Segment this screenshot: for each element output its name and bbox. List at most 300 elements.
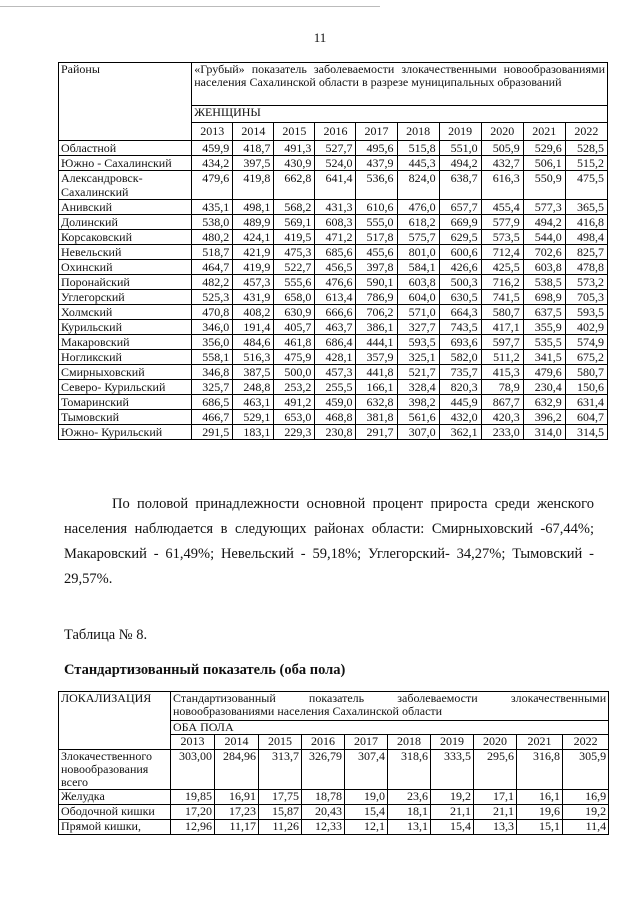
table-row xyxy=(59,335,608,350)
cell-value: 538,0 xyxy=(192,215,233,230)
cell-value: 820,3 xyxy=(439,380,481,395)
cell-value: 417,1 xyxy=(481,320,523,335)
cell-value: 491,2 xyxy=(274,395,315,410)
row-label: Областной xyxy=(59,141,192,156)
cell-value: 664,3 xyxy=(439,305,481,320)
cell-value: 630,5 xyxy=(439,290,481,305)
cell-value: 476,6 xyxy=(315,275,356,290)
cell-value: 21,1 xyxy=(474,805,517,820)
cell-value: 318,6 xyxy=(388,750,431,790)
cell-value: 662,8 xyxy=(274,171,315,200)
row-label: Прямой кишки, xyxy=(59,820,171,835)
cell-value: 248,8 xyxy=(233,380,274,395)
cell-value: 480,2 xyxy=(192,230,233,245)
cell-value: 616,3 xyxy=(481,171,523,200)
row-label: Корсаковский xyxy=(59,230,192,245)
cell-value: 431,9 xyxy=(233,290,274,305)
top-rule xyxy=(0,6,380,7)
cell-value: 489,9 xyxy=(233,215,274,230)
cell-value: 444,1 xyxy=(356,335,397,350)
cell-value: 580,7 xyxy=(481,305,523,320)
cell-value: 12,1 xyxy=(345,820,388,835)
cell-value: 341,5 xyxy=(523,350,565,365)
cell-value: 600,6 xyxy=(439,245,481,260)
cell-value: 305,9 xyxy=(563,750,609,790)
cell-value: 706,2 xyxy=(356,305,397,320)
cell-value: 16,1 xyxy=(517,790,563,805)
row-label: Томаринский xyxy=(59,395,192,410)
cell-value: 455,6 xyxy=(356,245,397,260)
cell-value: 608,3 xyxy=(315,215,356,230)
cell-value: 468,8 xyxy=(315,410,356,425)
cell-value: 11,26 xyxy=(259,820,302,835)
cell-value: 500,3 xyxy=(439,275,481,290)
row-label: Южно- Курильский xyxy=(59,425,192,440)
cell-value: 476,0 xyxy=(397,200,439,215)
cell-value: 484,6 xyxy=(233,335,274,350)
year-header: 2013 xyxy=(192,123,233,141)
cell-value: 431,3 xyxy=(315,200,356,215)
cell-value: 475,9 xyxy=(274,350,315,365)
cell-value: 421,9 xyxy=(233,245,274,260)
cell-value: 230,8 xyxy=(315,425,356,440)
cell-value: 675,2 xyxy=(565,350,607,365)
year-header: 2014 xyxy=(215,735,259,750)
row-label: Ногликский xyxy=(59,350,192,365)
table-row xyxy=(59,245,608,260)
cell-value: 150,6 xyxy=(565,380,607,395)
cell-value: 657,7 xyxy=(439,200,481,215)
cell-value: 18,1 xyxy=(388,805,431,820)
cell-value: 571,0 xyxy=(397,305,439,320)
cell-value: 314,5 xyxy=(565,425,607,440)
cell-value: 482,2 xyxy=(192,275,233,290)
cell-value: 13,1 xyxy=(388,820,431,835)
cell-value: 307,4 xyxy=(345,750,388,790)
both-sexes-group-label: ОБА ПОЛА xyxy=(171,721,609,735)
cell-value: 435,1 xyxy=(192,200,233,215)
cell-value: 500,0 xyxy=(274,365,315,380)
cell-value: 166,1 xyxy=(356,380,397,395)
cell-value: 397,5 xyxy=(233,156,274,171)
cell-value: 584,1 xyxy=(397,260,439,275)
cell-value: 457,3 xyxy=(233,275,274,290)
cell-value: 743,5 xyxy=(439,320,481,335)
cell-value: 333,5 xyxy=(431,750,474,790)
cell-value: 23,6 xyxy=(388,790,431,805)
cell-value: 569,1 xyxy=(274,215,315,230)
cell-value: 528,5 xyxy=(565,141,607,156)
cell-value: 11,17 xyxy=(215,820,259,835)
cell-value: 253,2 xyxy=(274,380,315,395)
year-header: 2017 xyxy=(356,123,397,141)
cell-value: 11,4 xyxy=(563,820,609,835)
year-header: 2015 xyxy=(274,123,315,141)
cell-value: 12,96 xyxy=(171,820,215,835)
cell-value: 432,0 xyxy=(439,410,481,425)
cell-value: 355,9 xyxy=(523,320,565,335)
cell-value: 515,2 xyxy=(565,156,607,171)
cell-value: 506,1 xyxy=(523,156,565,171)
cell-value: 362,1 xyxy=(439,425,481,440)
cell-value: 19,85 xyxy=(171,790,215,805)
cell-value: 669,9 xyxy=(439,215,481,230)
cell-value: 396,2 xyxy=(523,410,565,425)
cell-value: 191,4 xyxy=(233,320,274,335)
cell-value: 17,23 xyxy=(215,805,259,820)
cell-value: 550,9 xyxy=(523,171,565,200)
cell-value: 561,6 xyxy=(397,410,439,425)
row-label: Анивский xyxy=(59,200,192,215)
cell-value: 801,0 xyxy=(397,245,439,260)
cell-value: 346,0 xyxy=(192,320,233,335)
table-row xyxy=(59,141,608,156)
cell-value: 538,5 xyxy=(523,275,565,290)
cell-value: 445,9 xyxy=(439,395,481,410)
year-header: 2019 xyxy=(439,123,481,141)
year-header: 2018 xyxy=(388,735,431,750)
table-row xyxy=(59,350,608,365)
table-caption: Таблица № 8. xyxy=(64,627,148,643)
cell-value: 325,7 xyxy=(192,380,233,395)
cell-value: 494,2 xyxy=(439,156,481,171)
cell-value: 580,7 xyxy=(565,365,607,380)
cell-value: 573,5 xyxy=(481,230,523,245)
cell-value: 495,6 xyxy=(356,141,397,156)
cell-value: 629,5 xyxy=(439,230,481,245)
cell-value: 408,2 xyxy=(233,305,274,320)
table-row xyxy=(59,820,609,835)
cell-value: 398,2 xyxy=(397,395,439,410)
cell-value: 291,5 xyxy=(192,425,233,440)
cell-value: 230,4 xyxy=(523,380,565,395)
cell-value: 577,9 xyxy=(481,215,523,230)
cell-value: 418,7 xyxy=(233,141,274,156)
cell-value: 604,0 xyxy=(397,290,439,305)
cell-value: 491,3 xyxy=(274,141,315,156)
year-header: 2016 xyxy=(302,735,345,750)
incidence-women-table xyxy=(58,62,608,440)
cell-value: 475,3 xyxy=(274,245,315,260)
cell-value: 658,0 xyxy=(274,290,315,305)
table2-header-text: Стандартизованный показатель заболеваемости злокачественными новообразованиями населения Сахалинской области xyxy=(171,692,609,721)
cell-value: 78,9 xyxy=(481,380,523,395)
row-label: Смирныховский xyxy=(59,365,192,380)
cell-value: 536,6 xyxy=(356,171,397,200)
cell-value: 522,7 xyxy=(274,260,315,275)
cell-value: 303,00 xyxy=(171,750,215,790)
cell-value: 471,2 xyxy=(315,230,356,245)
cell-value: 17,20 xyxy=(171,805,215,820)
cell-value: 420,3 xyxy=(481,410,523,425)
cell-value: 405,7 xyxy=(274,320,315,335)
cell-value: 326,79 xyxy=(302,750,345,790)
cell-value: 456,5 xyxy=(315,260,356,275)
cell-value: 21,1 xyxy=(431,805,474,820)
cell-value: 16,9 xyxy=(563,790,609,805)
cell-value: 402,9 xyxy=(565,320,607,335)
cell-value: 233,0 xyxy=(481,425,523,440)
cell-value: 786,9 xyxy=(356,290,397,305)
cell-value: 441,8 xyxy=(356,365,397,380)
cell-value: 13,3 xyxy=(474,820,517,835)
cell-value: 313,7 xyxy=(259,750,302,790)
table-row xyxy=(59,171,608,200)
cell-value: 19,0 xyxy=(345,790,388,805)
cell-value: 551,0 xyxy=(439,141,481,156)
cell-value: 573,2 xyxy=(565,275,607,290)
cell-value: 19,2 xyxy=(431,790,474,805)
cell-value: 15,1 xyxy=(517,820,563,835)
cell-value: 529,6 xyxy=(523,141,565,156)
cell-value: 582,0 xyxy=(439,350,481,365)
cell-value: 457,3 xyxy=(315,365,356,380)
cell-value: 307,0 xyxy=(397,425,439,440)
cell-value: 416,8 xyxy=(565,215,607,230)
cell-value: 470,8 xyxy=(192,305,233,320)
cell-value: 653,0 xyxy=(274,410,315,425)
cell-value: 381,8 xyxy=(356,410,397,425)
table-row xyxy=(59,410,608,425)
cell-value: 356,0 xyxy=(192,335,233,350)
cell-value: 516,3 xyxy=(233,350,274,365)
cell-value: 702,6 xyxy=(523,245,565,260)
row-label: Ободочной кишки xyxy=(59,805,171,820)
row-label: Долинский xyxy=(59,215,192,230)
cell-value: 515,8 xyxy=(397,141,439,156)
cell-value: 525,3 xyxy=(192,290,233,305)
cell-value: 325,1 xyxy=(397,350,439,365)
row-label: Злокачественного новообразования всего xyxy=(59,750,171,790)
cell-value: 593,5 xyxy=(397,335,439,350)
cell-value: 867,7 xyxy=(481,395,523,410)
table-row xyxy=(59,260,608,275)
cell-value: 386,1 xyxy=(356,320,397,335)
cell-value: 631,4 xyxy=(565,395,607,410)
row-label: Желудка xyxy=(59,790,171,805)
table-row xyxy=(59,380,608,395)
row-label: Макаровский xyxy=(59,335,192,350)
row-label: Холмский xyxy=(59,305,192,320)
cell-value: 597,7 xyxy=(481,335,523,350)
cell-value: 455,4 xyxy=(481,200,523,215)
cell-value: 415,3 xyxy=(481,365,523,380)
cell-value: 574,9 xyxy=(565,335,607,350)
districts-column-header: Районы xyxy=(59,63,192,141)
table-row xyxy=(59,290,608,305)
cell-value: 577,3 xyxy=(523,200,565,215)
women-group-label: ЖЕНЩИНЫ xyxy=(192,106,608,123)
cell-value: 604,7 xyxy=(565,410,607,425)
cell-value: 475,5 xyxy=(565,171,607,200)
cell-value: 327,7 xyxy=(397,320,439,335)
row-label: Северо- Курильский xyxy=(59,380,192,395)
cell-value: 314,0 xyxy=(523,425,565,440)
cell-value: 183,1 xyxy=(233,425,274,440)
year-header: 2016 xyxy=(315,123,356,141)
cell-value: 712,4 xyxy=(481,245,523,260)
cell-value: 316,8 xyxy=(517,750,563,790)
cell-value: 463,7 xyxy=(315,320,356,335)
cell-value: 698,9 xyxy=(523,290,565,305)
year-header: 2022 xyxy=(563,735,609,750)
table-row xyxy=(59,805,609,820)
cell-value: 494,2 xyxy=(523,215,565,230)
table-row xyxy=(59,215,608,230)
cell-value: 632,9 xyxy=(523,395,565,410)
cell-value: 705,3 xyxy=(565,290,607,305)
year-header: 2017 xyxy=(345,735,388,750)
cell-value: 590,1 xyxy=(356,275,397,290)
cell-value: 463,1 xyxy=(233,395,274,410)
cell-value: 632,8 xyxy=(356,395,397,410)
cell-value: 15,4 xyxy=(431,820,474,835)
cell-value: 518,7 xyxy=(192,245,233,260)
year-header: 2021 xyxy=(517,735,563,750)
row-label: Невельский xyxy=(59,245,192,260)
cell-value: 466,7 xyxy=(192,410,233,425)
cell-value: 641,4 xyxy=(315,171,356,200)
cell-value: 479,6 xyxy=(523,365,565,380)
cell-value: 255,5 xyxy=(315,380,356,395)
cell-value: 461,8 xyxy=(274,335,315,350)
year-header: 2020 xyxy=(474,735,517,750)
year-header: 2019 xyxy=(431,735,474,750)
cell-value: 15,4 xyxy=(345,805,388,820)
cell-value: 825,7 xyxy=(565,245,607,260)
localization-column-header: ЛОКАЛИЗАЦИЯ xyxy=(59,692,171,750)
cell-value: 397,8 xyxy=(356,260,397,275)
cell-value: 613,4 xyxy=(315,290,356,305)
cell-value: 328,4 xyxy=(397,380,439,395)
cell-value: 637,5 xyxy=(523,305,565,320)
cell-value: 16,91 xyxy=(215,790,259,805)
year-header: 2018 xyxy=(397,123,439,141)
cell-value: 527,7 xyxy=(315,141,356,156)
cell-value: 575,7 xyxy=(397,230,439,245)
table-row xyxy=(59,425,608,440)
cell-value: 498,1 xyxy=(233,200,274,215)
cell-value: 437,9 xyxy=(356,156,397,171)
year-header: 2022 xyxy=(565,123,607,141)
cell-value: 12,33 xyxy=(302,820,345,835)
year-header: 2014 xyxy=(233,123,274,141)
row-label: Углегорский xyxy=(59,290,192,305)
cell-value: 521,7 xyxy=(397,365,439,380)
table2-title: Стандартизованный показатель (оба пола) xyxy=(64,662,346,678)
cell-value: 666,6 xyxy=(315,305,356,320)
cell-value: 357,9 xyxy=(356,350,397,365)
row-label: Курильский xyxy=(59,320,192,335)
table-row xyxy=(59,395,608,410)
cell-value: 593,5 xyxy=(565,305,607,320)
cell-value: 685,6 xyxy=(315,245,356,260)
row-label: Поронайский xyxy=(59,275,192,290)
cell-value: 19,6 xyxy=(517,805,563,820)
cell-value: 824,0 xyxy=(397,171,439,200)
cell-value: 498,4 xyxy=(565,230,607,245)
table-row xyxy=(59,305,608,320)
cell-value: 479,6 xyxy=(192,171,233,200)
cell-value: 686,4 xyxy=(315,335,356,350)
standardized-both-sexes-table xyxy=(58,691,609,835)
cell-value: 517,8 xyxy=(356,230,397,245)
cell-value: 295,6 xyxy=(474,750,517,790)
cell-value: 387,5 xyxy=(233,365,274,380)
cell-value: 741,5 xyxy=(481,290,523,305)
cell-value: 20,43 xyxy=(302,805,345,820)
cell-value: 478,8 xyxy=(565,260,607,275)
cell-value: 524,0 xyxy=(315,156,356,171)
cell-value: 603,8 xyxy=(523,260,565,275)
year-header: 2015 xyxy=(259,735,302,750)
cell-value: 424,1 xyxy=(233,230,274,245)
table-row xyxy=(59,750,609,790)
cell-value: 18,78 xyxy=(302,790,345,805)
cell-value: 432,7 xyxy=(481,156,523,171)
table-row xyxy=(59,275,608,290)
cell-value: 558,1 xyxy=(192,350,233,365)
cell-value: 419,5 xyxy=(274,230,315,245)
year-header: 2021 xyxy=(523,123,565,141)
cell-value: 529,1 xyxy=(233,410,274,425)
cell-value: 693,6 xyxy=(439,335,481,350)
cell-value: 365,5 xyxy=(565,200,607,215)
cell-value: 686,5 xyxy=(192,395,233,410)
cell-value: 17,1 xyxy=(474,790,517,805)
cell-value: 430,9 xyxy=(274,156,315,171)
table-row xyxy=(59,230,608,245)
cell-value: 630,9 xyxy=(274,305,315,320)
table-row xyxy=(59,156,608,171)
cell-value: 17,75 xyxy=(259,790,302,805)
growth-paragraph: По половой принадлежности основной процент прироста среди женского населения наблюдается в следующих районах области: Смирныховский -67,44%; Макаровский - 61,49%; Невельский - 59,18%; Углегорский- 34,27%; Тымовский - 29,57%. xyxy=(64,496,594,587)
cell-value: 284,96 xyxy=(215,750,259,790)
cell-value: 19,2 xyxy=(563,805,609,820)
cell-value: 419,9 xyxy=(233,260,274,275)
cell-value: 291,7 xyxy=(356,425,397,440)
cell-value: 603,8 xyxy=(397,275,439,290)
row-label: Александровск-Сахалинский xyxy=(59,171,192,200)
cell-value: 434,2 xyxy=(192,156,233,171)
cell-value: 555,0 xyxy=(356,215,397,230)
cell-value: 419,8 xyxy=(233,171,274,200)
cell-value: 555,6 xyxy=(274,275,315,290)
cell-value: 535,5 xyxy=(523,335,565,350)
cell-value: 544,0 xyxy=(523,230,565,245)
table-row xyxy=(59,365,608,380)
year-header: 2013 xyxy=(171,735,215,750)
cell-value: 716,2 xyxy=(481,275,523,290)
page-number: 11 xyxy=(313,30,327,45)
cell-value: 445,3 xyxy=(397,156,439,171)
cell-value: 638,7 xyxy=(439,171,481,200)
row-label: Охинский xyxy=(59,260,192,275)
cell-value: 346,8 xyxy=(192,365,233,380)
cell-value: 610,6 xyxy=(356,200,397,215)
cell-value: 425,5 xyxy=(481,260,523,275)
cell-value: 505,9 xyxy=(481,141,523,156)
cell-value: 428,1 xyxy=(315,350,356,365)
cell-value: 459,0 xyxy=(315,395,356,410)
cell-value: 464,7 xyxy=(192,260,233,275)
cell-value: 15,87 xyxy=(259,805,302,820)
cell-value: 511,2 xyxy=(481,350,523,365)
cell-value: 229,3 xyxy=(274,425,315,440)
cell-value: 459,9 xyxy=(192,141,233,156)
cell-value: 735,7 xyxy=(439,365,481,380)
cell-value: 426,6 xyxy=(439,260,481,275)
